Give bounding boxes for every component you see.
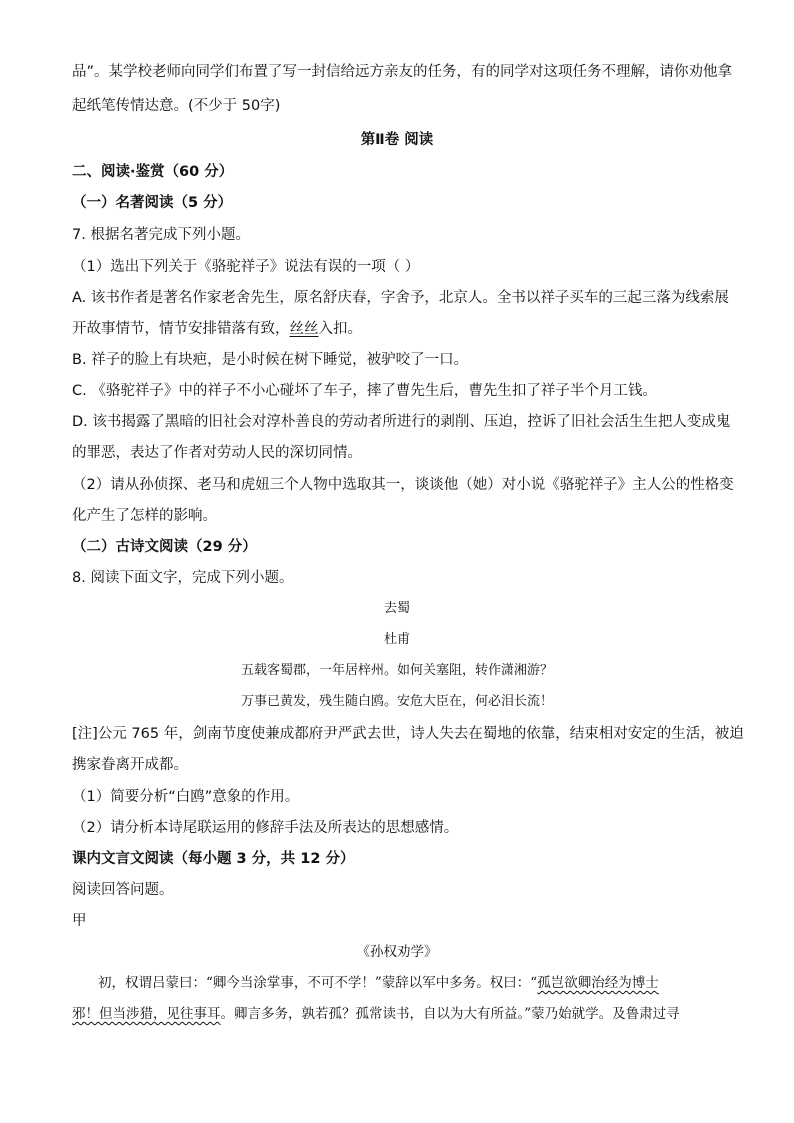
- underlined-word: 丝丝: [289, 321, 319, 337]
- passage-text-cont: 。卿言多务，孰若孤？孤常读书，自以为大有所益。”蒙乃始就学。及鲁肃过寻: [220, 1006, 680, 1022]
- question-8-stem: 8. 阅读下面文字，完成下列小题。: [72, 570, 294, 586]
- poem-note-line-1: [注]公元 765 年，剑南节度使兼成都府尹严武去世，诗人失去在蜀地的依靠，结束相对安定的生活，被迫: [72, 726, 744, 742]
- option-a-text: 开故事情节，情节安排错落有致，: [72, 321, 290, 337]
- wavy-underlined-sentence: 孤岂欲卿治经为博士: [537, 975, 659, 991]
- poem-line-1: 五载客蜀郡，一年居梓州。如何关塞阻，转作潇湘游？: [240, 663, 553, 678]
- option-a-line-1: A. 该书作者是著名作家老舍先生，原名舒庆春，字舍予，北京人。全书以祥子买车的三起三落为线索展: [72, 290, 729, 306]
- subsection-heading-classics: （一）名著阅读（5 分）: [72, 195, 233, 211]
- classical-heading: 课内文言文阅读（每小题 3 分，共 12 分）: [72, 851, 355, 867]
- option-a-text-end: 入扣。: [318, 321, 362, 337]
- passage-label-jia: 甲: [72, 913, 87, 929]
- subsection-heading-poetry: （二）古诗文阅读（29 分）: [72, 539, 257, 555]
- question-8-part-2: （2）请分析本诗尾联运用的修辞手法及所表达的思想感情。: [72, 820, 459, 836]
- option-d-line-1: D. 该书揭露了黑暗的旧社会对淳朴善良的劳动者所进行的剥削、压迫，控诉了旧社会活生生把人变成鬼: [72, 414, 731, 430]
- passage-text: 初，权谓吕蒙曰：“卿今当涂掌事，不可不学！”蒙辞以军中多务。权曰：“: [98, 975, 538, 991]
- option-c: C. 《骆驼祥子》中的祥子不小心碰坏了车子，摔了曹先生后，曹先生扣了祥子半个月工钱。: [72, 383, 657, 399]
- poem-line-2: 万事已黄发，残生随白鸥。安危大臣在，何必泪长流！: [240, 694, 553, 709]
- poem-note-line-2: 携家眷离开成都。: [72, 757, 188, 773]
- section-heading: 二、阅读·鉴赏（60 分）: [72, 164, 234, 180]
- question-8-part-1: （1）简要分析“白鸥”意象的作用。: [72, 789, 300, 805]
- passage-line-1: [98, 973, 718, 993]
- poem-title: 去蜀: [383, 601, 410, 616]
- passage-title: 《孙权劝学》: [356, 944, 438, 960]
- option-b: B. 祥子的脸上有块疤，是小时候在树下睡觉，被驴咬了一口。: [72, 352, 469, 368]
- classical-instruction: 阅读回答问题。: [72, 882, 174, 898]
- prompt-line-2: 起纸笔传情达意。(不少于 50字): [72, 98, 281, 114]
- poem-author: 杜甫: [383, 632, 410, 647]
- question-7-stem: 7. 根据名著完成下列小题。: [72, 227, 250, 243]
- volume-title: 第Ⅱ卷 阅读: [360, 132, 434, 148]
- option-a-line-2: [72, 319, 732, 339]
- option-d-line-2: 的罪恶，表达了作者对劳动人民的深切同情。: [72, 445, 362, 461]
- question-7-part-1: （1）选出下列关于《骆驼祥子》说法有误的一项（ ）: [72, 259, 420, 275]
- wavy-underlined-sentence-end: 邪！但当涉猎，见往事耳: [72, 1006, 221, 1022]
- prompt-line-1: 品”。某学校老师向同学们布置了写一封信给远方亲友的任务，有的同学对这项任务不理解，请你劝他拿: [72, 64, 733, 80]
- question-7-part-2-line-1: （2）请从孙侦探、老马和虎妞三个人物中选取其一，谈谈他（她）对小说《骆驼祥子》主人公的性格变: [72, 477, 734, 493]
- question-7-part-2-line-2: 化产生了怎样的影响。: [72, 508, 217, 524]
- passage-line-2: [72, 1004, 732, 1024]
